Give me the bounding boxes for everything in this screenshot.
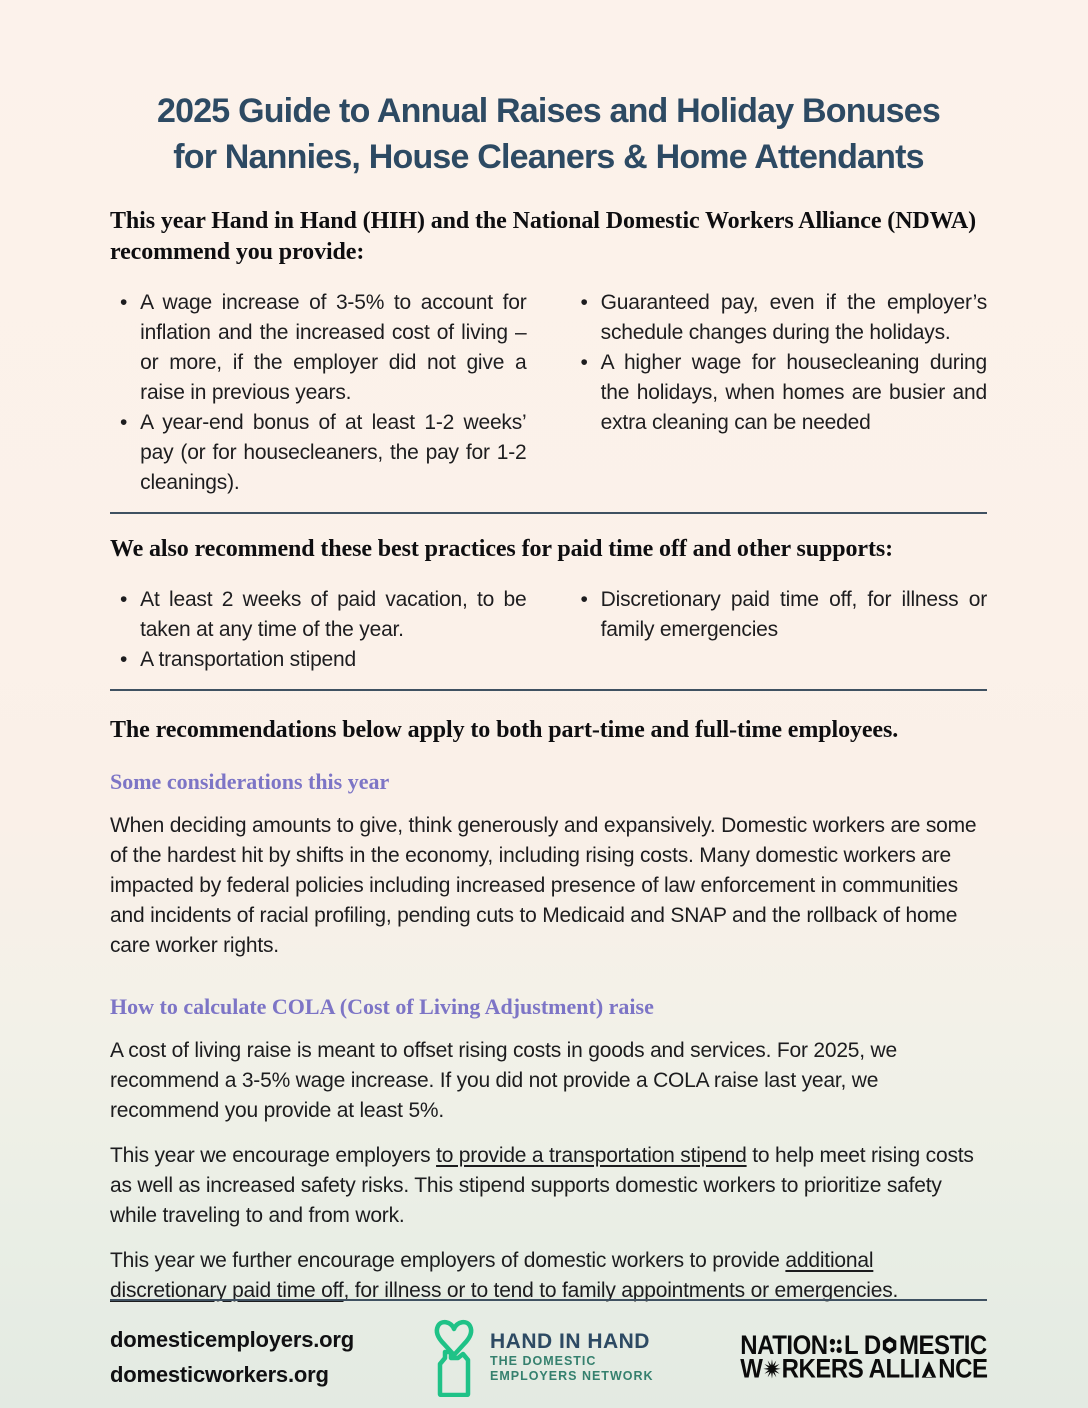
bullet-dot: • [120,411,128,434]
list-item-text: A higher wage for housecleaning during the holidays, when homes are busier and extra cleaning can be needed [600,351,987,434]
recommendations-list [110,288,987,498]
list-item [110,408,527,498]
bullet-dot: • [120,291,128,314]
footer-links [110,1322,354,1392]
starburst-icon [763,1359,780,1378]
bullet-dot: • [120,648,128,671]
recommendations-left-column [110,288,527,498]
paragraph-text: , for illness or to tend to family appointments or emergencies. [343,1279,899,1302]
footer-link-domesticemployers[interactable]: domesticemployers.org [110,1327,354,1352]
paragraph-text: This year we encourage employers [110,1144,437,1167]
heart-house-icon [430,1317,478,1397]
bullet-dot: • [120,588,128,611]
ndwa-text: NATION [739,1330,828,1361]
title-line-2: for Nannies, House Cleaners & Home Attendants [173,138,924,176]
best-practices-list [110,585,987,675]
page-title [110,88,987,180]
ndwa-logo-line-2 [739,1353,987,1384]
title-line-1: 2025 Guide to Annual Raises and Holiday Bonuses [156,92,941,130]
considerations-heading: Some considerations this year [110,769,390,794]
ndwa-text: L D [843,1330,881,1361]
intro-heading: This year Hand in Hand (HIH) and the National Domestic Workers Alliance (NDWA) recommend you provide: [110,208,977,265]
best-practices-right-column [571,585,988,675]
list-item-text: A year-end bonus of at least 1-2 weeks’ pay (or for housecleaners, the pay for 1-2 cleanings). [140,411,527,494]
list-item-text: Guaranteed pay, even if the employer’s schedule changes during the holidays. [600,291,987,344]
ndwa-text: RKERS ALLI [781,1353,920,1384]
hand-in-hand-logo-text [490,1330,654,1384]
hih-logo-subtitle-2: EMPLOYERS NETWORK [489,1369,654,1383]
footer [110,1299,987,1397]
triangle-icon [920,1360,936,1378]
ndwa-text: W [739,1353,762,1384]
considerations-paragraph: When deciding amounts to give, think generously and expansively. Domestic workers are some of the hardest hit by shifts in the economy, including rising costs. Many domestic workers are impacted by federal policies including increased presence of law enforcement in communities and incidents of racial profiling, pending cuts to Medicaid and SNAP and the rollback of home care worker rights. [110,814,977,957]
cola-heading: How to calculate COLA (Cost of Living Adjustment) raise [110,994,654,1019]
bullet-dot: • [580,291,588,314]
list-item-text: Discretionary paid time off, for illness or family emergencies [600,588,987,641]
cola-paragraph-1: A cost of living raise is meant to offset rising costs in goods and services. For 2025, we recommend a 3-5% wage increase. If you did not provide a COLA raise last year, we recommend you provide at least 5%. [110,1039,898,1122]
cola-paragraph-2 [110,1141,987,1231]
applies-heading: The recommendations below apply to both part-time and full-time employees. [110,717,899,743]
list-item [110,288,527,408]
section-divider [110,689,987,691]
hand-in-hand-logo [430,1317,654,1397]
recommendations-right-column [571,288,988,498]
halftone-dots-icon [828,1336,842,1354]
list-item [571,585,988,645]
bullet-dot: • [580,588,588,611]
bullet-dot: • [580,351,588,374]
list-item-text: A transportation stipend [140,648,356,671]
best-practices-left-column [110,585,527,675]
hih-logo-name: HAND IN HAND [489,1330,650,1353]
hih-logo-subtitle-1: THE DOMESTIC [489,1354,597,1368]
best-practices-heading: We also recommend these best practices for paid time off and other supports: [110,536,893,562]
list-item-text: A wage increase of 3-5% to account for inflation and the increased cost of living – or more, if the employer did not give a raise in previous years. [140,291,527,404]
transportation-stipend-link[interactable]: to provide a transportation stipend [436,1144,747,1167]
list-item-text: At least 2 weeks of paid vacation, to be taken at any time of the year. [140,588,527,641]
list-item [571,348,988,438]
paragraph-text: This year we further encourage employers of domestic workers to provide [110,1249,786,1272]
ndwa-logo [739,1330,987,1384]
discretionary-pto-link[interactable]: additional discretionary paid time off [110,1249,874,1302]
hexagon-icon [881,1335,897,1354]
list-item [110,585,527,645]
section-divider [110,512,987,514]
cola-paragraph-3 [110,1246,987,1306]
ndwa-text: MESTIC [898,1330,987,1361]
footer-link-domesticworkers[interactable]: domesticworkers.org [110,1362,329,1387]
list-item [571,288,988,348]
list-item [110,645,527,675]
ndwa-text: NCE [937,1353,987,1384]
paragraph-text: to help meet rising costs as well as increased safety risks. This stipend supports domestic workers to prioritize safety while traveling to and from work. [110,1144,974,1227]
